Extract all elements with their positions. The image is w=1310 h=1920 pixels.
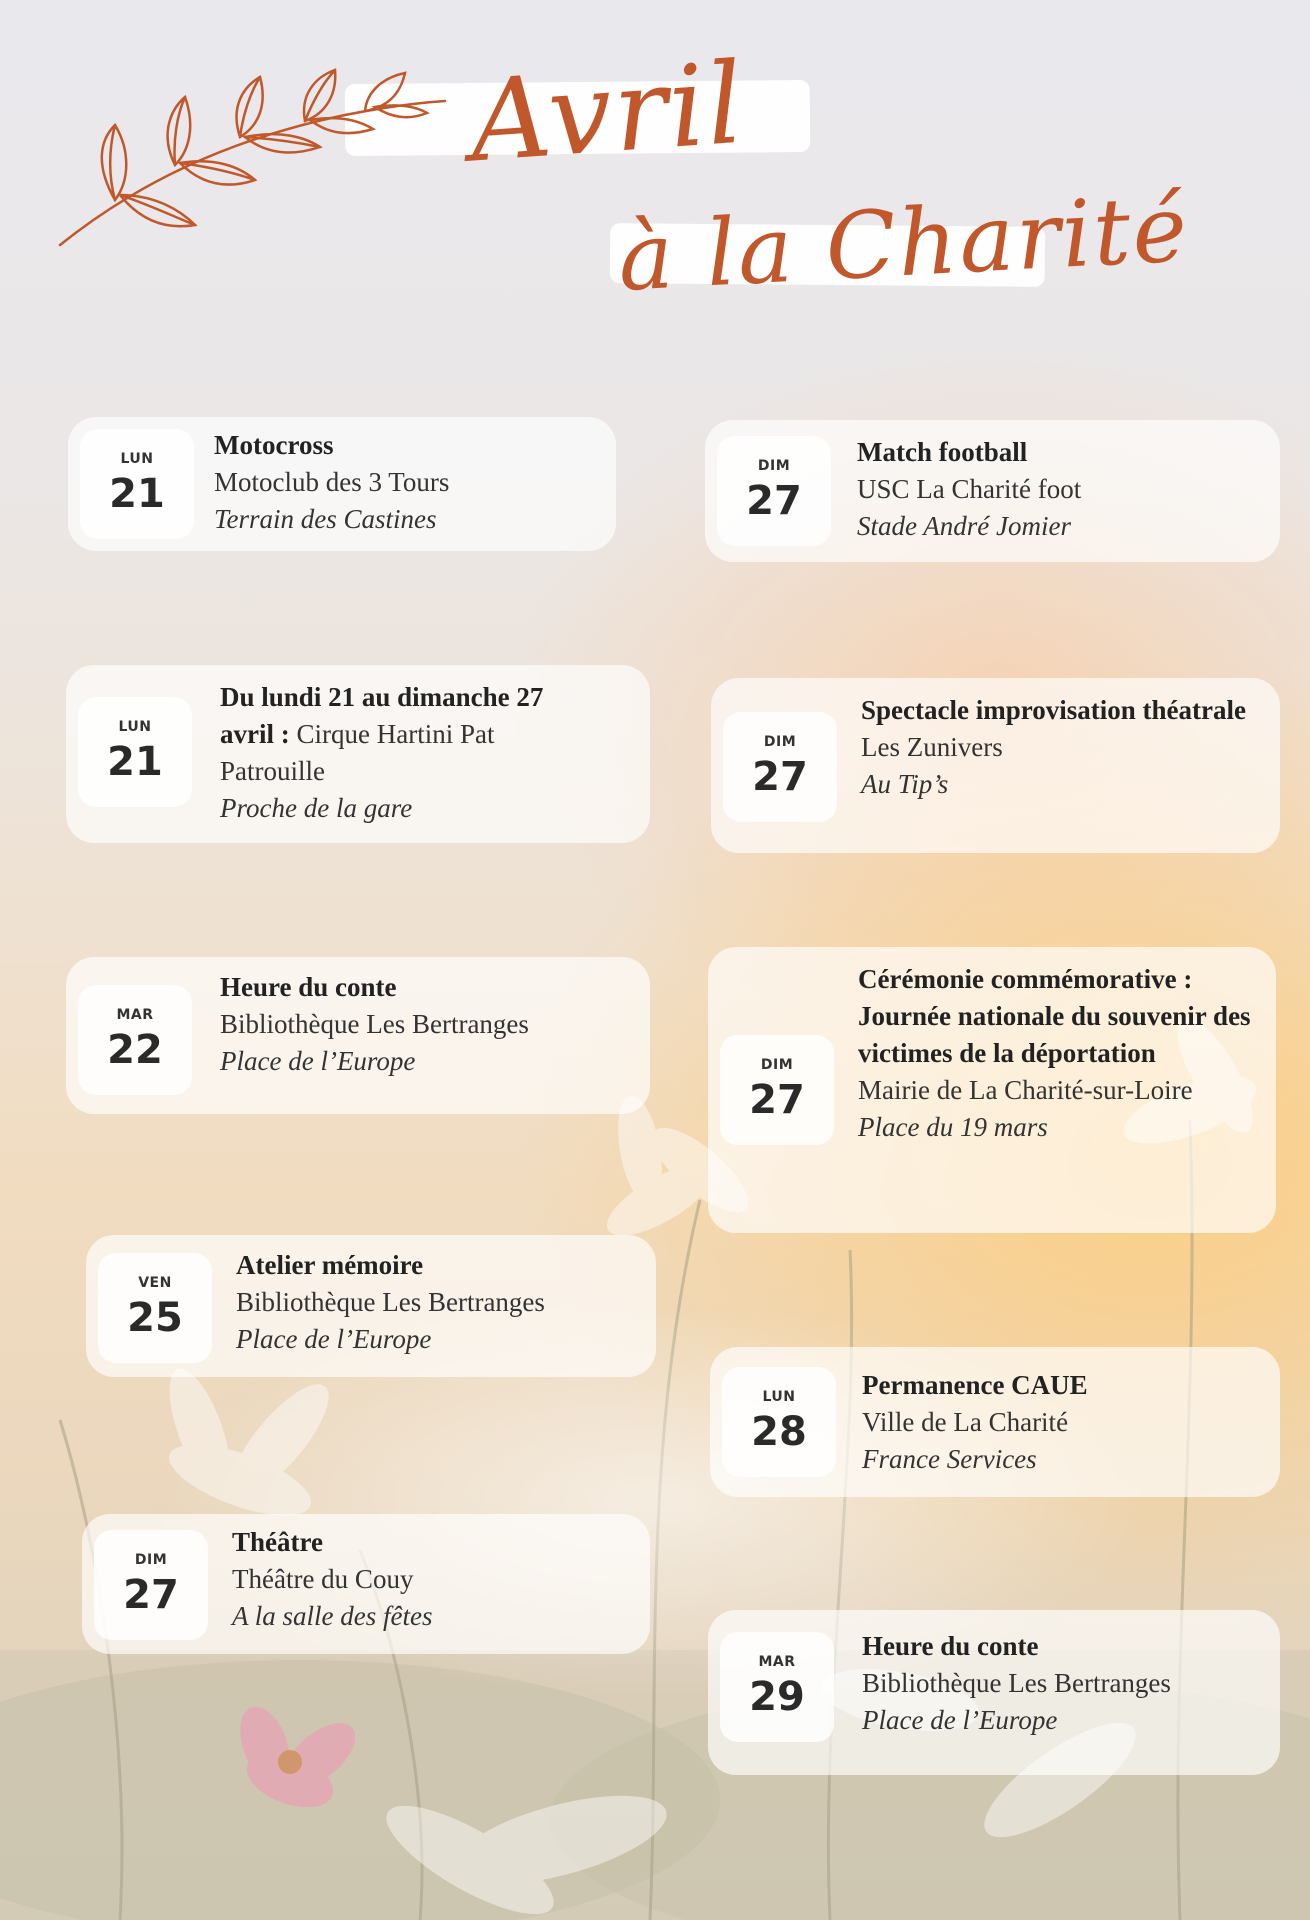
day-of-week: DIM bbox=[757, 458, 791, 474]
day-of-week: MAR bbox=[116, 1007, 154, 1023]
page-title: Avril bbox=[465, 38, 749, 188]
event-location: France Services bbox=[862, 1444, 1037, 1474]
date-badge bbox=[78, 697, 192, 807]
date-badge bbox=[80, 429, 194, 539]
event-organizer: Ville de La Charité bbox=[862, 1407, 1069, 1437]
event-organizer: USC La Charité foot bbox=[857, 474, 1082, 504]
event-location: Stade André Jomier bbox=[857, 511, 1071, 541]
day-number: 27 bbox=[749, 1077, 805, 1123]
day-number: 28 bbox=[751, 1409, 807, 1455]
event-location: Terrain des Castines bbox=[214, 504, 437, 534]
event-card bbox=[705, 420, 1280, 562]
event-card bbox=[711, 678, 1280, 853]
event-title: Permanence CAUE bbox=[862, 1370, 1088, 1400]
date-badge bbox=[723, 712, 837, 822]
event-location: A la salle des fêtes bbox=[232, 1601, 433, 1631]
event-card bbox=[68, 417, 616, 551]
event-organizer: Bibliothèque Les Bertranges bbox=[220, 1009, 529, 1039]
event-title: Du lundi 21 au dimanche 27 bbox=[220, 682, 544, 712]
event-card bbox=[66, 957, 650, 1114]
event-organizer: Motoclub des 3 Tours bbox=[214, 467, 450, 497]
day-of-week: LUN bbox=[120, 451, 154, 467]
event-location: Au Tip’s bbox=[861, 769, 949, 799]
event-location: Place de l’Europe bbox=[220, 1046, 416, 1076]
event-organizer: Bibliothèque Les Bertranges bbox=[862, 1668, 1171, 1698]
event-organizer: Théâtre du Couy bbox=[232, 1564, 414, 1594]
date-badge bbox=[94, 1530, 208, 1640]
page-header bbox=[0, 0, 1310, 320]
leaf-branch-icon bbox=[55, 45, 455, 255]
day-number: 25 bbox=[127, 1295, 183, 1341]
event-title: Motocross bbox=[214, 430, 334, 460]
event-organizer: Les Zunivers bbox=[861, 732, 1003, 762]
event-title: Théâtre bbox=[232, 1527, 323, 1557]
date-badge bbox=[722, 1367, 836, 1477]
event-title: Atelier mémoire bbox=[236, 1250, 424, 1280]
day-of-week: DIM bbox=[763, 734, 797, 750]
event-title: Cérémonie commémorative : Journée nationale du souvenir des victimes de la déportation bbox=[858, 964, 1251, 1068]
day-number: 22 bbox=[107, 1027, 163, 1073]
date-badge bbox=[98, 1253, 212, 1363]
event-location: Place de l’Europe bbox=[862, 1705, 1058, 1735]
event-title: Heure du conte bbox=[862, 1631, 1039, 1661]
event-location: Proche de la gare bbox=[220, 793, 413, 823]
day-of-week: VEN bbox=[138, 1275, 172, 1291]
event-name: Cirque Hartini Pat bbox=[289, 719, 495, 749]
day-of-week: DIM bbox=[134, 1552, 168, 1568]
day-number: 29 bbox=[749, 1674, 805, 1720]
event-card bbox=[710, 1347, 1280, 1497]
date-badge bbox=[720, 1632, 834, 1742]
event-title: Heure du conte bbox=[220, 972, 397, 1002]
event-organizer: Bibliothèque Les Bertranges bbox=[236, 1287, 545, 1317]
day-of-week: MAR bbox=[758, 1654, 796, 1670]
date-badge bbox=[717, 436, 831, 546]
event-organizer: Patrouille bbox=[220, 756, 325, 786]
event-title: Spectacle improvisation théatrale bbox=[861, 695, 1246, 725]
event-location: Place de l’Europe bbox=[236, 1324, 432, 1354]
event-card bbox=[708, 947, 1276, 1233]
event-card bbox=[86, 1235, 656, 1377]
event-location: Place du 19 mars bbox=[858, 1112, 1048, 1142]
page-subtitle: à la Charité bbox=[615, 175, 1192, 312]
event-card bbox=[82, 1514, 650, 1654]
day-number: 21 bbox=[109, 471, 165, 517]
day-number: 27 bbox=[752, 754, 808, 800]
date-badge bbox=[720, 1035, 834, 1145]
day-of-week: LUN bbox=[762, 1389, 796, 1405]
event-card bbox=[66, 665, 650, 843]
day-of-week: DIM bbox=[760, 1057, 794, 1073]
day-number: 21 bbox=[107, 739, 163, 785]
event-title-end: avril : bbox=[220, 719, 290, 749]
day-number: 27 bbox=[746, 478, 802, 524]
date-badge bbox=[78, 985, 192, 1095]
event-card bbox=[708, 1610, 1280, 1775]
day-number: 27 bbox=[123, 1572, 179, 1618]
event-title: Match football bbox=[857, 437, 1028, 467]
event-organizer: Mairie de La Charité-sur-Loire bbox=[858, 1075, 1193, 1105]
day-of-week: LUN bbox=[118, 719, 152, 735]
